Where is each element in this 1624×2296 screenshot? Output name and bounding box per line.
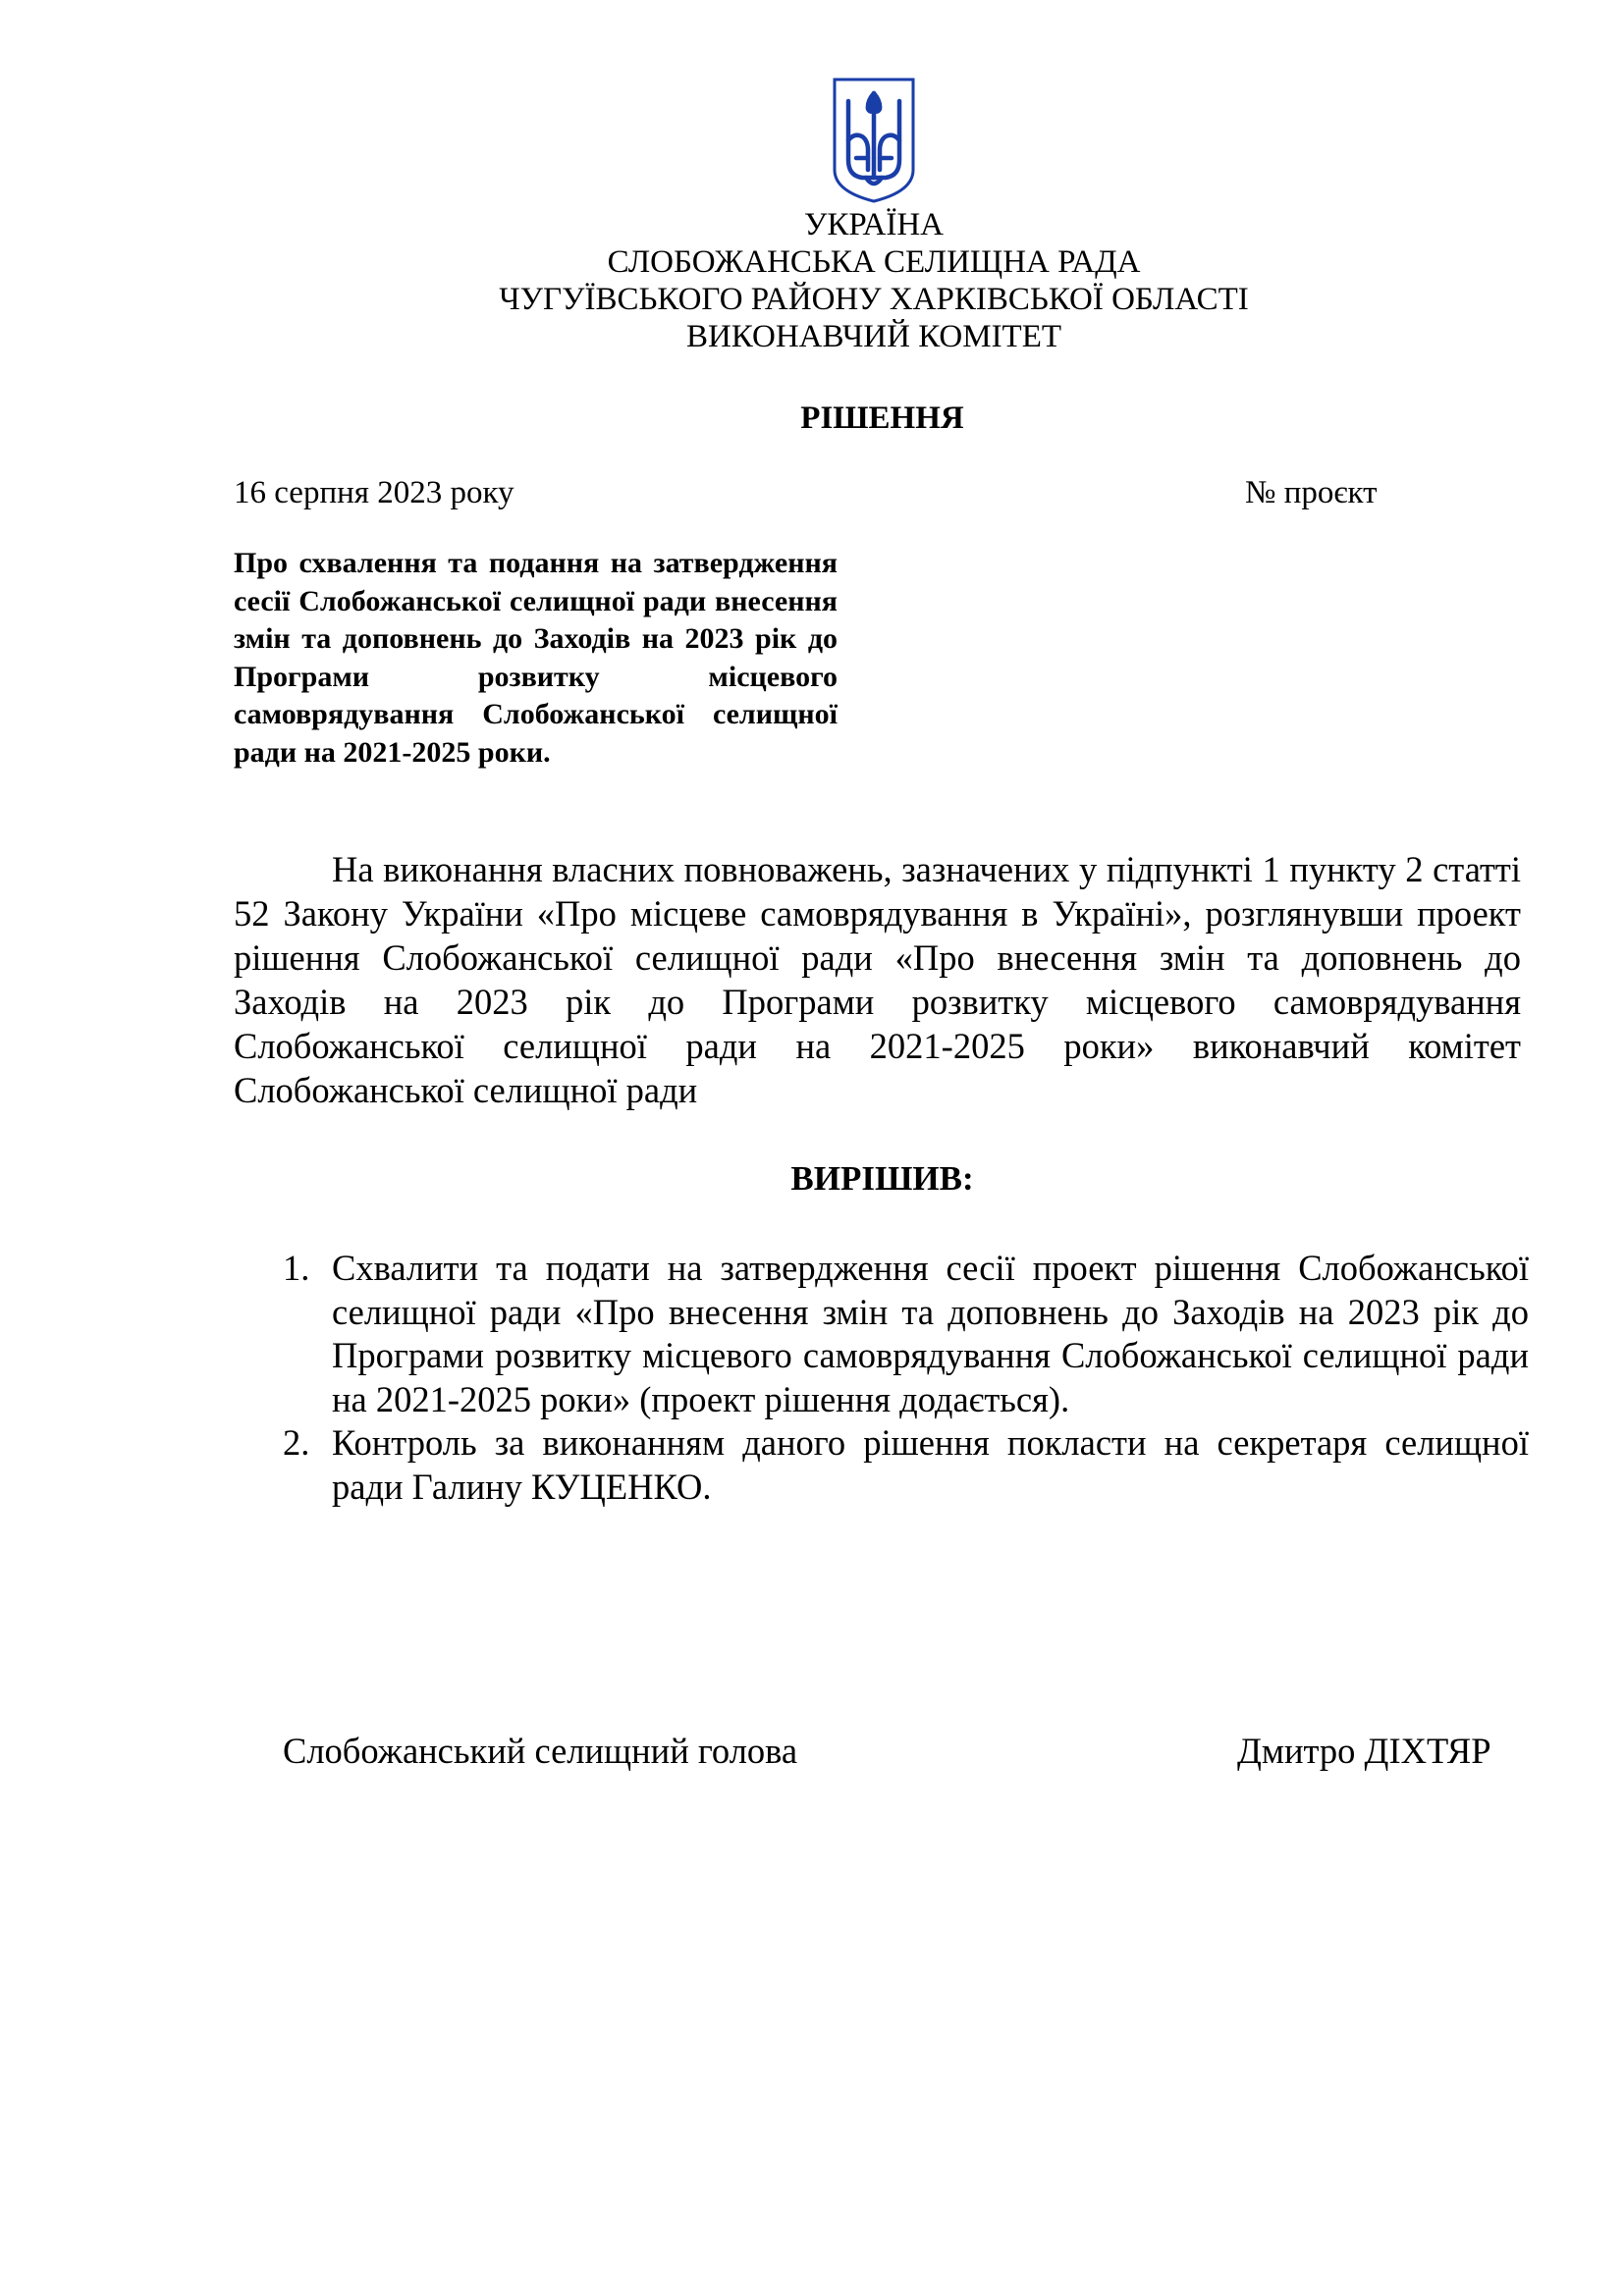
item-number: 1. [283, 1248, 310, 1288]
decision-date: 16 серпня 2023 року [234, 475, 514, 510]
signatory-name: Дмитро ДІХТЯР [1237, 1731, 1491, 1771]
preamble-paragraph: На виконання власних повноважень, зазначених у підпункті 1 пункту 2 статті 52 Закону України «Про місцеве самоврядування в Україні», розглянувши проект рішення Слобожанської селищної ради «Про внесення змін та доповнень до Заходів на 2023 рік до Програми розвитку місцевого самоврядування Слобожанської селищної ради на 2021-2025 роки» виконавчий комітет Слобожанської селищної ради [234, 849, 1521, 1110]
country-name: УКРАЇНА [804, 207, 944, 242]
decision-subject: Про схвалення та подання на затвердження сесії Слобожанської селищної ради внесення змін та доповнень до Заходів на 2023 рік до Програми розвитку місцевого самоврядування Слобожанської селищної ради на 2021-2025 роки. [234, 547, 838, 769]
item-text: Схвалити та подати на затвердження сесії проект рішення Слобожанської селищної ради «Про внесення змін та доповнень до Заходів на 2023 рік до Програми розвитку місцевого самоврядування Слобожанської селищної ради на 2021-2025 роки» (проект рішення додається). [332, 1248, 1529, 1419]
decision-item [283, 1247, 1529, 1421]
item-number: 2. [283, 1422, 310, 1463]
decision-title: РІШЕННЯ [800, 400, 964, 436]
decision-item [283, 1421, 1529, 1509]
signatory-role: Слобожанський селищний голова [283, 1731, 798, 1771]
ukraine-coat-of-arms-trident-icon [831, 76, 917, 205]
document-header [0, 206, 1624, 355]
district-name: ЧУГУЇВСЬКОГО РАЙОНУ ХАРКІВСЬКОЇ ОБЛАСТІ [499, 282, 1249, 317]
decision-number: № проєкт [1245, 475, 1378, 510]
council-name: СЛОБОЖАНСЬКА СЕЛИЩНА РАДА [607, 244, 1141, 280]
decided-heading: ВИРІШИВ: [790, 1159, 974, 1198]
decision-items [283, 1247, 1529, 1509]
committee-name: ВИКОНАВЧИЙ КОМІТЕТ [685, 319, 1062, 354]
item-text: Контроль за виконанням даного рішення покласти на секретаря селищної ради Галину КУЦЕНКО. [332, 1422, 1529, 1507]
